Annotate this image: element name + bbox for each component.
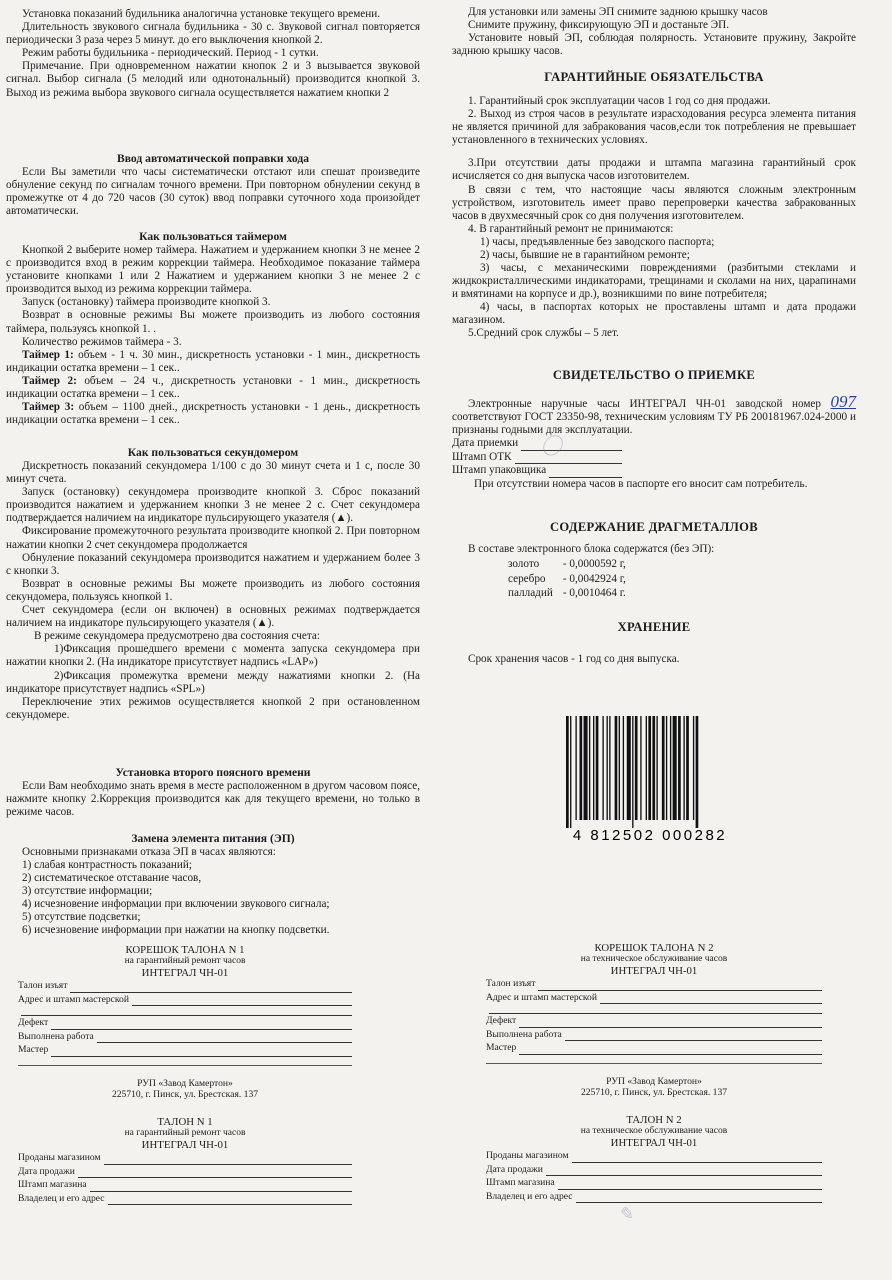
acceptance-title: СВИДЕТЕЛЬСТВО О ПРИЕМКЕ — [552, 368, 756, 382]
faded-stamp-mark: ✎ — [616, 1203, 635, 1225]
stub-1-address: 225710, г. Пинск, ул. Брестская. 137 — [111, 1089, 259, 1101]
talon-2-field: Дата продажи — [486, 1163, 822, 1177]
timer-1-label: Таймер 1: — [22, 348, 74, 361]
divider — [18, 1057, 352, 1066]
barcode-bar — [589, 716, 590, 820]
barcode-bar — [623, 716, 624, 820]
timer-2-label: Таймер 2: — [22, 374, 77, 387]
timer-para-1: Кнопкой 2 выберите номер таймера. Нажатием и удержанием кнопки 3 не менее 2 с производится вход в режим коррекции таймера. Необходимое показание таймера установите кнопками 1 или 2 Нажатием и удержанием кнопки 3 не менее 2 с производится выход из режима коррекции таймера. — [6, 244, 420, 296]
stopwatch-para: В режиме секундомера предусмотрено два состояния счета: — [34, 630, 320, 643]
barcode-bar — [615, 716, 618, 820]
warranty-title: ГАРАНТИЙНЫЕ ОБЯЗАТЕЛЬСТВА — [544, 70, 764, 84]
stub-1-field — [18, 1006, 352, 1016]
stub-1-model: ИНТЕГРАЛ ЧН-01 — [141, 967, 229, 979]
barcode-bar — [696, 716, 699, 828]
battery-cont-para: Установите новый ЭП, соблюдая полярность. Установите пружину, Закройте заднюю крышку часов. — [452, 32, 856, 58]
barcode-bar — [640, 716, 641, 820]
acceptance-lines — [452, 437, 622, 478]
barcode-bar — [607, 716, 608, 820]
list-item: 2) систематическое отставание часов, — [22, 872, 202, 885]
divider — [486, 1055, 822, 1064]
barcode-bar — [686, 716, 689, 820]
timer-3-label: Таймер 3: — [22, 401, 75, 414]
zone-title: Установка второго поясного времени — [115, 766, 311, 779]
storage-text: Срок хранения часов - 1 год со дня выпуска. — [468, 653, 680, 665]
timer-section — [6, 230, 420, 427]
table-row: золото - 0,0000592 г, — [508, 558, 626, 571]
stopwatch-para: Дискретность показаний секундомера 1/100 с до 30 минут счета и 1 с, после 30 минут счета. — [6, 460, 420, 486]
stopwatch-section — [6, 446, 420, 722]
barcode-bar — [635, 716, 638, 820]
stopwatch-para: Переключение этих режимов осуществляется кнопкой 2 при остановленном секундомере. — [6, 695, 420, 721]
timer-3-text: объем – 1100 дней., дискретность установки - 1 день., дискретность индикации остатка времени – 1 сек.. — [6, 401, 420, 427]
barcode-bar — [575, 716, 576, 820]
metals-table — [502, 556, 632, 602]
list-item: 3) часы, с механическими повреждениями (разбитыми стеклами и жидкокристаллическими индикаторами, трещинами и сколами на них, царапинами и вмятинами на корпусе и др.), возникшими по вине потребителя; — [452, 261, 856, 300]
warranty-para: 1. Гарантийный срок эксплуатации часов 1 год со дня продажи. — [468, 95, 771, 107]
storage-title: ХРАНЕНИЕ — [617, 620, 691, 634]
barcode-bar — [646, 716, 647, 820]
barcode-bar — [652, 716, 655, 820]
talon-1-model: ИНТЕГРАЛ ЧН-01 — [141, 1139, 229, 1151]
battery-cont-para: Для установки или замены ЭП снимите заднюю крышку часов — [468, 6, 768, 18]
list-item: 1) слабая контрастность показаний; — [22, 859, 192, 872]
talon-2-field: Владелец и его адрес — [486, 1190, 822, 1204]
correction-section — [6, 152, 420, 218]
list-item: 4) исчезновение информации при включении звукового сигнала; — [22, 898, 330, 911]
stub-1-field: Дефект — [18, 1016, 352, 1030]
barcode-bar — [656, 716, 657, 820]
warranty-para: 5.Средний срок службы – 5 лет. — [468, 326, 619, 339]
stopwatch-para: Обнуление показаний секундомера производится нажатием и удержанием более 3 с кнопки 3. — [6, 551, 420, 577]
barcode-bars — [566, 716, 698, 828]
acceptance-line: Штамп упаковщика — [452, 464, 622, 478]
barcode-bar — [662, 716, 665, 820]
coupon-stub-2 — [486, 942, 822, 1099]
stub-2-field: Мастер — [486, 1041, 822, 1055]
acceptance-note: При отсутствии номера часов в паспорте его вносит сам потребитель. — [474, 478, 808, 491]
alarm-para-2: Длительность звукового сигнала будильника - 30 с. Звуковой сигнал повторяется периодически 3 раза через 5 минут. до его выключения кнопкой 2. — [6, 21, 420, 47]
talon-2-title: ТАЛОН N 2 — [626, 1114, 682, 1126]
talon-2-model: ИНТЕГРАЛ ЧН-01 — [610, 1137, 698, 1149]
acceptance-section — [452, 368, 856, 491]
battery-symptom-list — [22, 859, 420, 937]
stub-2-title: КОРЕШОК ТАЛОНА N 2 — [594, 942, 714, 954]
talon-2-field: Проданы магазином — [486, 1149, 822, 1163]
barcode-bar — [619, 716, 620, 820]
metals-intro: В составе электронного блока содержатся (без ЭП): — [468, 543, 715, 555]
serial-number-handwritten: 097 — [830, 392, 856, 411]
barcode-bar — [666, 716, 667, 820]
metals-title: СОДЕРЖАНИЕ ДРАГМЕТАЛЛОВ — [550, 520, 758, 534]
stub-1-title: КОРЕШОК ТАЛОНА N 1 — [125, 944, 245, 956]
alarm-section — [6, 8, 420, 100]
talon-1-field: Проданы магазином — [18, 1151, 352, 1165]
stub-1-subtitle: на гарантийный ремонт часов — [124, 956, 246, 966]
list-item: 4) часы, в паспортах которых не проставлены штамп и дата продажи магазином. — [452, 300, 856, 326]
acceptance-text-2: соответствуют ГОСТ 23350-98, техническим условиям ТУ РБ 200181967.024-2000 и признаны годными для эксплуатации. — [452, 411, 856, 437]
barcode-bar — [670, 716, 671, 820]
zone-text: Если Вам необходимо знать время в месте расположенном в другом часовом поясе, нажмите кнопку 2.Коррекция производится как для текущего времени, но только в режиме часов. — [6, 780, 420, 819]
talon-1-field: Дата продажи — [18, 1165, 352, 1179]
talon-2-subtitle: на техническое обслуживание часов — [580, 1126, 728, 1136]
list-item: 2) часы, бывшие не в гарантийном ремонте; — [480, 248, 690, 261]
barcode-bar — [627, 716, 631, 820]
stopwatch-mode-lap: 1)Фиксация прошедшего времени с момента запуска секундомера при нажатии кнопки 2. (На индикаторе присутствует надпись «LAP») — [6, 643, 420, 669]
battery-continued — [452, 6, 856, 58]
timer-para-2: Запуск (остановку) таймера производите кнопкой 3. — [22, 296, 271, 309]
stub-1-org: РУП «Завод Камертон» — [137, 1077, 233, 1089]
warranty-section — [452, 70, 856, 340]
warranty-para: 4. В гарантийный ремонт не принимаются: — [468, 222, 674, 235]
timer-title: Как пользоваться таймером — [139, 230, 287, 243]
battery-title: Замена элемента питания (ЭП) — [131, 832, 295, 845]
alarm-note: Примечание. При одновременном нажатии кнопок 2 и 3 вызывается звуковой сигнал. Выбор сигнала (5 мелодий или однотональный) производится кнопкой 3. Выход из режима выбора звукового сигнала осуществляется нажатием кнопки 2 — [6, 60, 420, 99]
barcode-bar — [609, 716, 610, 820]
barcode-bar — [584, 716, 588, 820]
stopwatch-title: Как пользоваться секундомером — [127, 446, 299, 459]
acceptance-line: Штамп ОТК — [452, 451, 622, 465]
stub-2-field: Выполнена работа — [486, 1028, 822, 1042]
stub-1-field: Мастер — [18, 1043, 352, 1057]
stopwatch-para: Фиксирование промежуточного результата производите кнопкой 2. При повторном нажатии кнопки 2 счет секундомера продолжается — [6, 525, 420, 551]
stub-2-address: 225710, г. Пинск, ул. Брестская. 137 — [580, 1087, 728, 1099]
stub-1-field: Талон изъят — [18, 979, 352, 993]
battery-section — [6, 832, 420, 937]
barcode-bar — [596, 716, 599, 820]
warranty-para: В связи с тем, что настоящие часы являются сложным электронным устройством, изготовитель имеет право перепроверки качества забракованных часов в двухмесячный срок со дня получения изготовителем. — [452, 183, 856, 222]
metals-section — [452, 520, 856, 602]
barcode-bar — [673, 716, 677, 820]
warranty-exclusions — [452, 236, 856, 327]
stub-2-field: Талон изъят — [486, 977, 822, 991]
timer-para-3: Возврат в основные режимы Вы можете производить из любого состояния таймера, пользуясь кнопкой 1. . — [6, 309, 420, 335]
talon-1-subtitle: на гарантийный ремонт часов — [124, 1128, 246, 1138]
stub-1-field: Выполнена работа — [18, 1030, 352, 1044]
barcode-bar — [683, 716, 684, 820]
list-item: 1) часы, предъявленные без заводского паспорта; — [480, 235, 715, 248]
barcode-bar — [648, 716, 651, 820]
barcode-bar — [593, 716, 594, 820]
stub-2-field — [486, 1004, 822, 1014]
timer-1-text: объем - 1 ч. 30 мин., дискретность установки - 1 мин., дискретность индикации остатка времени – 1 сек.. — [6, 348, 420, 374]
table-row: палладий - 0,0010464 г. — [508, 587, 626, 600]
acceptance-text-1: Электронные наручные часы ИНТЕГРАЛ ЧН-01 заводской номер — [468, 398, 821, 410]
barcode-bar — [693, 716, 694, 820]
timer-para-4: Количество режимов таймера - 3. — [22, 335, 182, 348]
stub-2-org: РУП «Завод Камертон» — [606, 1075, 702, 1087]
battery-cont-para: Снимите пружину, фиксирующую ЭП и достаньте ЭП. — [468, 19, 730, 32]
coupon-talon-1 — [18, 1116, 352, 1205]
correction-text: Если Вы заметили что часы систематически отстают или спешат произведите обнуление секунд по сигналам точного времени. При повторном обнулении секунд в промежутке от 4 до 720 часов (30 суток) ввод поправки суточного хода произойдет автоматически. — [6, 166, 420, 218]
alarm-para-3: Режим работы будильника - периодический. Период - 1 сутки. — [22, 47, 319, 60]
barcode-bar — [570, 716, 571, 828]
battery-intro: Основными признаками отказа ЭП в часах являются: — [22, 846, 276, 858]
talon-1-field: Владелец и его адрес — [18, 1192, 352, 1206]
acceptance-text — [452, 392, 856, 437]
barcode-bar — [602, 716, 603, 820]
timer-2-spec — [6, 375, 420, 401]
stopwatch-para: Счет секундомера (если он включен) в основных режимах подтверждается наличием на индикаторе пульсирующего указателя (▲). — [6, 604, 420, 630]
stub-1-field: Адрес и штамп мастерской — [18, 993, 352, 1007]
zone-section — [6, 766, 420, 819]
barcode-number: 4 812502 000282 — [572, 827, 728, 842]
stopwatch-para: Возврат в основные режимы Вы можете производить из любого состояния секундомера, пользуясь кнопкой 1. — [6, 577, 420, 603]
otk-stamp: 〇 — [538, 432, 564, 461]
acceptance-line: Дата приемки — [452, 437, 622, 451]
barcode-bar — [580, 716, 583, 820]
barcode — [560, 716, 740, 842]
stopwatch-mode-spl: 2)Фиксация промежутка времени между нажатиями кнопки 2. (На индикаторе присутствует надпись «SPL») — [6, 669, 420, 695]
list-item: 3) отсутствие информации; — [22, 885, 153, 898]
talon-1-field: Штамп магазина — [18, 1178, 352, 1192]
list-item: 6) исчезновение информации при нажатии на кнопку подсветки. — [22, 924, 330, 937]
stopwatch-para: Запуск (остановку) секундомера производите кнопкой 3. Сброс показаний производится нажатием и удержанием кнопки 3 не менее 2 с. Счет секундомера подтверждается наличием на индикаторе пульсирующего указателя (▲). — [6, 486, 420, 525]
stub-2-model: ИНТЕГРАЛ ЧН-01 — [610, 965, 698, 977]
barcode-bar — [678, 716, 681, 820]
talon-2-field: Штамп магазина — [486, 1176, 822, 1190]
timer-3-spec — [6, 401, 420, 427]
list-item: 5) отсутствие подсветки; — [22, 911, 141, 924]
timer-2-text: объем – 24 ч., дискретность установки - 1 мин., дискретность индикации остатка времени – 1 сек.. — [6, 374, 420, 401]
stub-2-subtitle: на техническое обслуживание часов — [580, 954, 728, 964]
timer-1-spec — [6, 349, 420, 375]
correction-title: Ввод автоматической поправки хода — [117, 152, 309, 165]
talon-1-title: ТАЛОН N 1 — [157, 1116, 213, 1128]
stub-2-field: Адрес и штамп мастерской — [486, 991, 822, 1005]
coupon-stub-1 — [18, 944, 352, 1101]
table-row: серебро - 0,0042924 г, — [508, 572, 626, 585]
warranty-para: 2. Выход из строя часов в результате израсходования ресурса элемента питания не является причиной для забракования часов,если ток потребления не превышает установленного в технических условиях. — [452, 108, 856, 147]
storage-section — [452, 620, 856, 666]
alarm-para-1: Установка показаний будильника аналогична установке текущего времени. — [22, 8, 381, 20]
barcode-bar — [566, 716, 569, 828]
coupon-talon-2 — [486, 1114, 822, 1203]
stub-2-field: Дефект — [486, 1014, 822, 1028]
warranty-para: 3.При отсутствии даты продажи и штампа магазина гарантийный срок исчисляется со дня выпуска часов изготовителем. — [452, 157, 856, 183]
barcode-bar — [632, 716, 633, 828]
